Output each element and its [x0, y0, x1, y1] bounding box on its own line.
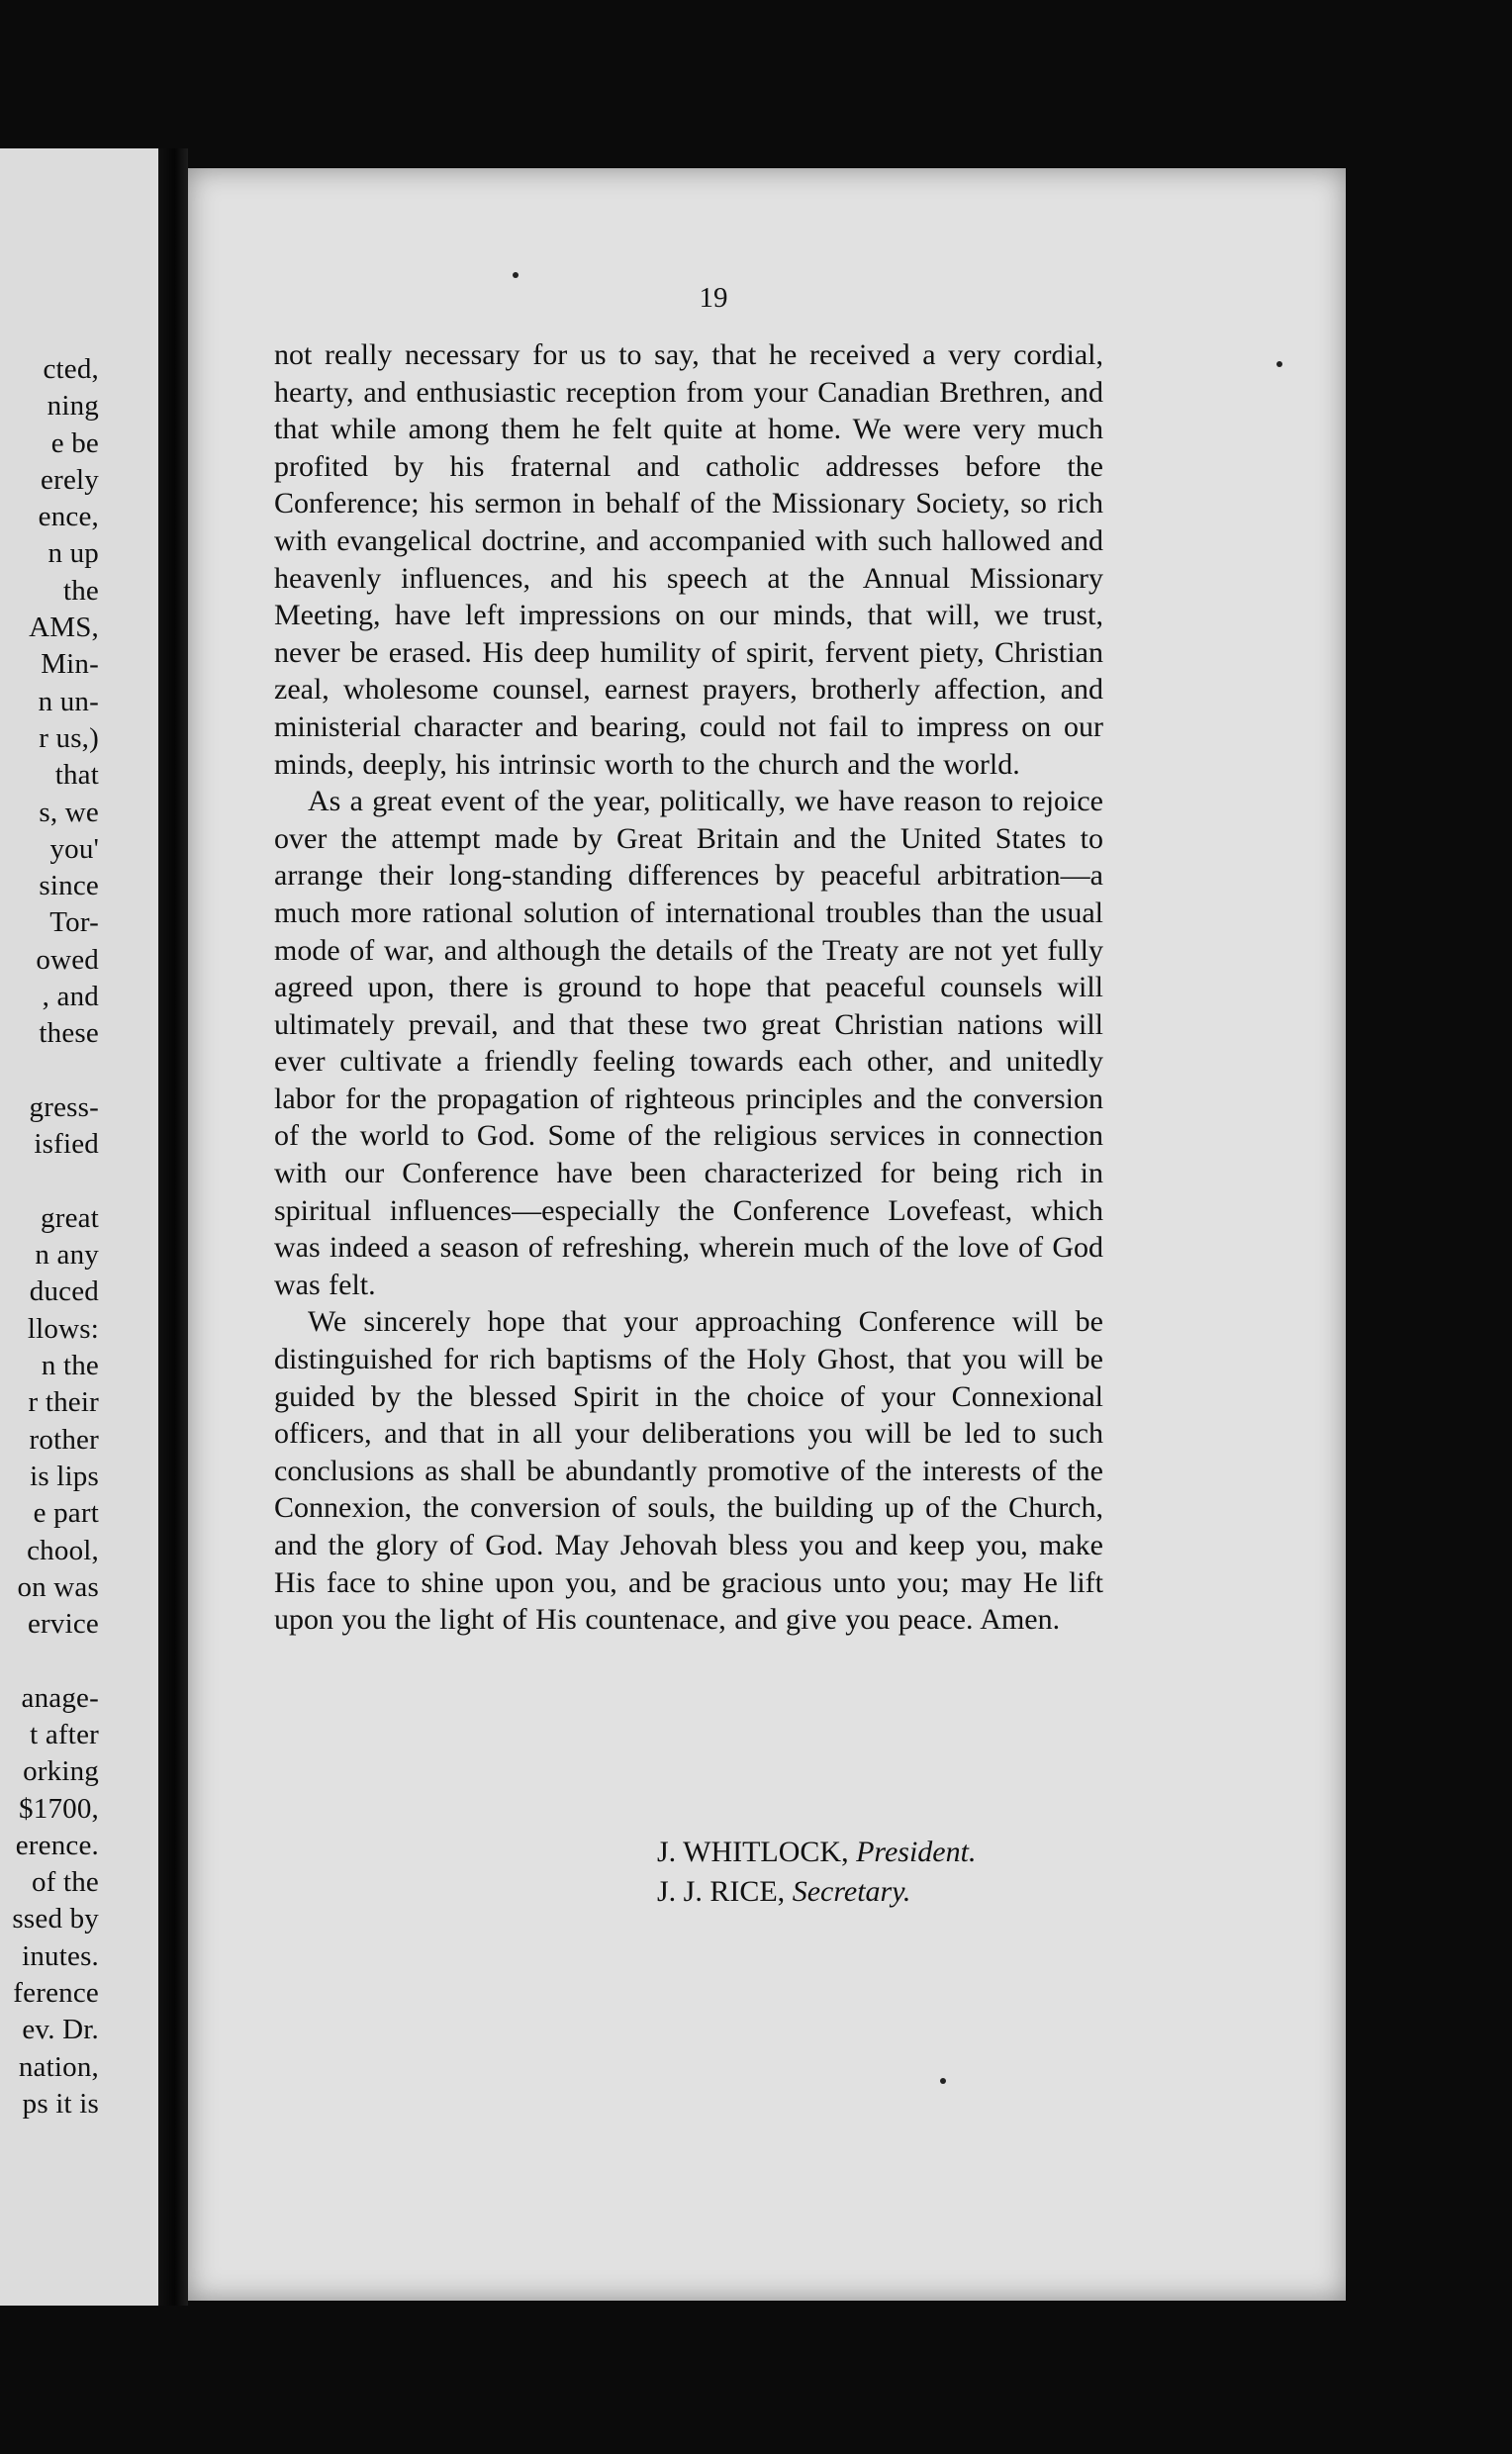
left-page-fragment-line: inutes. — [22, 1939, 99, 1972]
left-page-fragment-line: nation, — [18, 2050, 99, 2083]
left-page-fragment-line: cted, — [43, 353, 99, 385]
signature-name: J. WHITLOCK, — [657, 1836, 849, 1868]
left-page-fragment-line — [12, 1053, 99, 1089]
left-page-fragment-line: n un- — [38, 685, 99, 717]
paragraph-arbitration: As a great event of the year, politically, we have reason to rejoice over the attempt made by Great Britain and the United States to arrange their long-standing differences by peaceful arbitration—a much more rational solution of international troubles than the usual mode of war, and although the details of the Treaty are not yet fully agreed upon, there is ground to hope that peaceful counsels will ultimately prevail, and that these two great Christian nations will ever cultivate a friendly feeling towards each other, and unitedly labor for the propagation of righteous principles and the conversion of the world to God. Some of the religious services in connection with our Conference have been characterized for being rich in spiritual influences—especially the Conference Lovefeast, which was indeed a season of refreshing, wherein much of the love of God was felt. — [274, 785, 1103, 1301]
left-page-fragment-line: e be — [50, 426, 99, 459]
left-page-fragment-line: orking — [23, 1755, 99, 1788]
left-page-fragment-line: t after — [30, 1718, 99, 1750]
scan-speck — [940, 2078, 946, 2084]
signature-title: President. — [856, 1836, 977, 1868]
left-page-fragment-line: on was — [17, 1570, 99, 1603]
left-page-fragment-line: , and — [42, 981, 99, 1013]
left-page-fragment-line: llows: — [27, 1312, 99, 1345]
left-page-fragment-line: erence. — [15, 1829, 99, 1861]
left-page-fragment-line: is lips — [30, 1460, 99, 1492]
signature-name: J. J. RICE, — [657, 1875, 786, 1908]
left-page-fragment-line: ference — [13, 1977, 99, 2010]
paragraph-continuation: not really necessary for us to say, that he received a very cordial, hearty, and enthusiastic reception from your Canadian Brethren, and that while among them he felt quite at home. We were very much profited by his fraternal and catholic addresses before the Conference; his sermon in behalf of the Missionary Society, so rich with evangelical doctrine, and accompanied with such hallowed and heavenly influences, and his speech at the Annual Missionary Meeting, have left impressions on our minds, that will, we trust, never be erased. His deep humility of spirit, fervent piety, Christian zeal, wholesome counsel, earnest prayers, brotherly affection, and ministerial character and bearing, could not fail to impress on our minds, deeply, his intrinsic worth to the church and the world. — [274, 338, 1103, 781]
left-page-fragment-line: r us,) — [39, 721, 99, 754]
left-page-fragment-line: anage- — [21, 1681, 99, 1714]
left-page-fragment-line: gress- — [29, 1090, 99, 1123]
left-page-fragment-line — [12, 1643, 99, 1679]
left-page-fragment-line: $1700, — [19, 1792, 99, 1825]
left-page-fragment-line — [12, 1164, 99, 1200]
scan-speck — [513, 272, 519, 278]
left-page-fragment-line: e part — [33, 1497, 99, 1530]
signature-title: Secretary. — [792, 1875, 911, 1908]
left-page-fragment-line: ervice — [27, 1608, 99, 1641]
page-number: 19 — [699, 282, 728, 314]
left-page-fragment-line: Tor- — [49, 906, 99, 939]
left-page-fragment-line: s, we — [39, 796, 99, 828]
left-page-fragment-line: n up — [47, 537, 99, 570]
left-page-fragment-line: Min- — [41, 648, 99, 681]
scan-speck — [1276, 361, 1282, 367]
left-page-fragment-line: AMS, — [29, 612, 99, 644]
left-page-text-fragments — [12, 351, 99, 2123]
left-page-fragment-line: erely — [41, 463, 99, 496]
left-page-fragment-line: the — [62, 574, 99, 607]
left-page-fragment-line: isfied — [34, 1128, 99, 1161]
left-page-edge — [0, 148, 158, 2306]
book-gutter — [158, 148, 188, 2306]
letter-body — [274, 336, 1103, 1639]
left-page-fragment-line: rother — [29, 1423, 99, 1456]
left-page-fragment-line: owed — [36, 943, 99, 976]
left-page-fragment-line: ence, — [38, 501, 99, 533]
left-page-fragment-line: n any — [35, 1239, 99, 1272]
left-page-fragment-line: ning — [47, 390, 99, 423]
left-page-fragment-line: of the — [31, 1866, 99, 1899]
left-page-fragment-line: since — [39, 870, 99, 902]
left-page-fragment-line: chool, — [27, 1534, 99, 1566]
left-page-fragment-line: ssed by — [12, 1903, 99, 1935]
left-page-fragment-line: these — [39, 1017, 99, 1050]
paragraph-closing: We sincerely hope that your approaching Conference will be distinguished for rich baptisms of the Holy Ghost, that you will be guided by the blessed Spirit in the choice of your Connexional officers, and that in all your deliberations you will be led to such conclusions as shall be abundantly promotive of the interests of the Connexion, the conversion of souls, the building up of the Church, and the glory of God. May Jehovah bless you and keep you, make His face to shine upon you, and be gracious unto you; may He lift upon you the light of His countenace, and give you peace. Amen. — [274, 1305, 1103, 1637]
left-page-fragment-line: ev. Dr. — [22, 2014, 99, 2046]
signature-president — [657, 1836, 1073, 1869]
left-page-fragment-line: duced — [29, 1275, 99, 1308]
left-page-fragment-line: ps it is — [22, 2087, 99, 2120]
left-page-fragment-line: great — [41, 1201, 99, 1234]
right-page — [188, 168, 1346, 2301]
left-page-fragment-line: r their — [28, 1386, 99, 1419]
signature-secretary — [657, 1875, 1073, 1909]
left-page-fragment-line: you' — [49, 832, 99, 865]
left-page-fragment-line: that — [54, 759, 99, 792]
left-page-fragment-line: n the — [41, 1350, 99, 1382]
